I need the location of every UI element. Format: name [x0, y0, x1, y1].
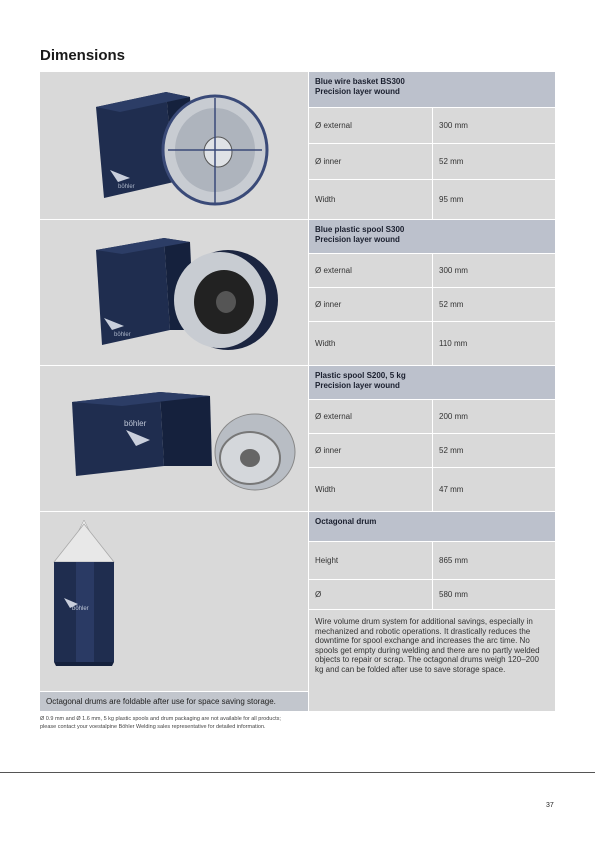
svg-text:böhler: böhler	[124, 419, 147, 428]
footnote-line: please contact your voestalpine Böhler Welding sales representative for detailed information.	[40, 724, 266, 730]
drum-description: Wire volume drum system for additional savings, especially in mechanized and robotic operations. It drastically reduces the downtime for spool exchange and increases the arc time. No spools get empty during welding and there are no partly welded objects to repair or scrap. The octagonal drums weigh 120–200 kg and can be folded after use to save storage space.	[309, 610, 555, 711]
page-number: 37	[546, 802, 554, 809]
spec-value: 52 mm	[433, 288, 555, 321]
spec-label: Width	[309, 468, 432, 511]
product-2-subtitle: Precision layer wound	[315, 235, 400, 244]
spec-value: 580 mm	[433, 580, 555, 609]
footer-divider	[0, 772, 595, 773]
product-image-plastic-spool-s300	[40, 220, 308, 365]
spec-value: 300 mm	[433, 254, 555, 287]
spec-value: 110 mm	[433, 322, 555, 365]
spec-value: 300 mm	[433, 108, 555, 143]
product-image-wire-basket	[40, 72, 308, 219]
spec-value: 865 mm	[433, 542, 555, 579]
spec-value: 47 mm	[433, 468, 555, 511]
spec-value: 95 mm	[433, 180, 555, 219]
product-1-name: Blue wire basket BS300	[315, 77, 405, 86]
spec-label: Ø inner	[309, 434, 432, 467]
spec-value: 52 mm	[433, 434, 555, 467]
product-1-subtitle: Precision layer wound	[315, 87, 400, 96]
svg-text:böhler: böhler	[72, 606, 89, 612]
spec-label: Ø inner	[309, 144, 432, 179]
spec-label: Width	[309, 322, 432, 365]
product-4-header	[309, 512, 555, 541]
page-title: Dimensions	[40, 47, 126, 64]
svg-text:böhler: böhler	[114, 332, 131, 338]
product-3-subtitle: Precision layer wound	[315, 381, 400, 390]
product-1-header	[309, 72, 555, 107]
footnote	[40, 715, 460, 731]
product-2-header	[309, 220, 555, 253]
spec-value: 200 mm	[433, 400, 555, 433]
spec-value: 52 mm	[433, 144, 555, 179]
spec-label: Ø	[309, 580, 432, 609]
spec-label: Width	[309, 180, 432, 219]
product-2-name: Blue plastic spool S300	[315, 225, 405, 234]
spec-label: Ø inner	[309, 288, 432, 321]
footnote-line: Ø 0.9 mm and Ø 1.6 mm, 5 kg plastic spools and drum packaging are not available for all products;	[40, 716, 281, 722]
spec-label: Ø external	[309, 254, 432, 287]
image-caption: Octagonal drums are foldable after use for space saving storage.	[40, 692, 308, 711]
product-4-name: Octagonal drum	[315, 517, 377, 526]
product-image-octagonal-drum	[40, 512, 308, 691]
product-image-plastic-spool-s200	[40, 366, 308, 511]
spec-label: Ø external	[309, 108, 432, 143]
product-3-name: Plastic spool S200, 5 kg	[315, 371, 406, 380]
product-3-header	[309, 366, 555, 399]
spec-label: Height	[309, 542, 432, 579]
spec-label: Ø external	[309, 400, 432, 433]
svg-text:böhler: böhler	[118, 184, 135, 190]
